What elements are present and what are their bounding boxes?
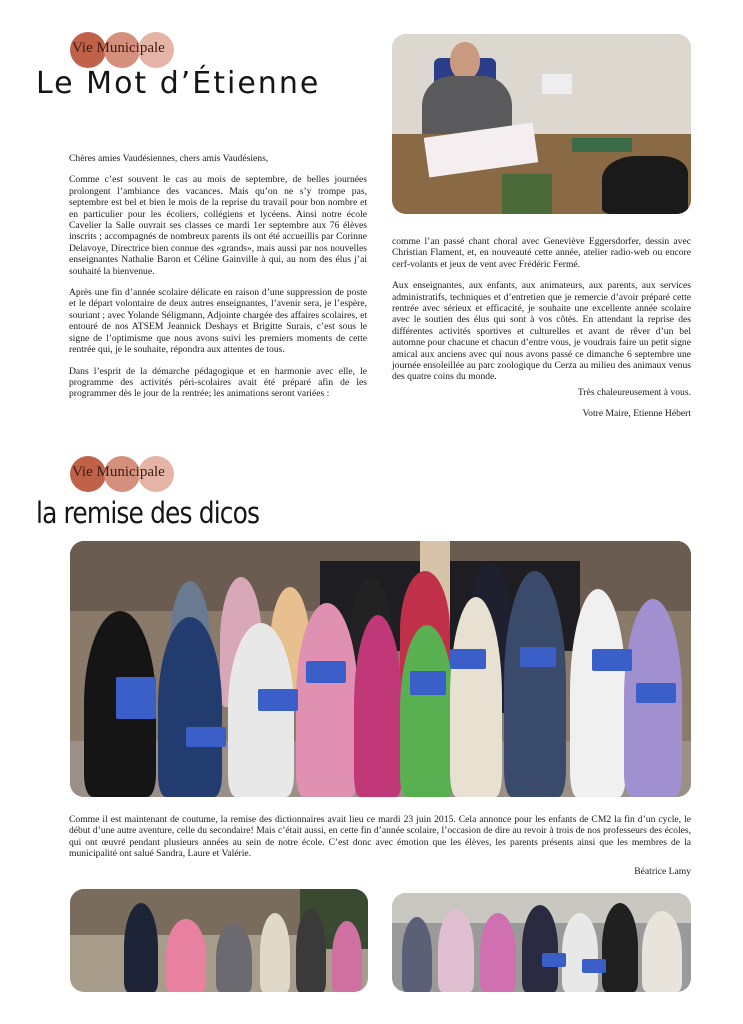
section-tag-label: Vie Municipale	[72, 464, 165, 480]
section-title: la remise des dicos	[36, 496, 260, 530]
group-photo	[70, 541, 691, 797]
ceremony-photo-left	[70, 889, 368, 992]
letter-paragraph: comme l’an passé chant choral avec Geneviève Eggersdorfer, dessin avec Christian Flament, et, en nouveauté cette année, atelier radio-web ou encore cerf-volants et jeux de vent avec Frédéric Fermé.	[392, 236, 691, 270]
letter-greeting: Chères amies Vaudésiennes, chers amis Vaudésiens,	[69, 153, 269, 164]
ceremony-photo-right	[392, 893, 691, 992]
mayor-photo	[392, 34, 691, 214]
letter-paragraph: Aux enseignantes, aux enfants, aux animateurs, aux parents, aux services administratifs, techniques et d’entretien que je remercie d’avoir préparé cette rentrée avec sérieux et efficacité, je souhaite une excellente année scolaire avec le soutien des élus qui sont à vos côtés. En attendant la reprise des différentes activités sportives et culturelles et avant de rêver d’un bel automne pour chacune et chacun d’entre vous, je voudrais faire un petit signe amical aux anciens avec qui nous avons passé ce dimanche 6 septembre une journée ensoleillée au parc zoologique du Cerza au milieu des animaux venus des quatre coins du monde.	[392, 280, 691, 383]
letter-closing: Très chaleureusement à vous.	[577, 386, 691, 398]
article-author: Béatrice Lamy	[634, 865, 691, 877]
letter-left-column	[69, 153, 367, 410]
dicos-paragraph: Comme il est maintenant de coutume, la remise des dictionnaires avait lieu ce mardi 23 juin 2015. Cela annonce pour les enfants de CM2 la fin d’un cycle, le début d’une autre aventure, celle du secondaire! Mais c’était aussi, en cette fin d’année scolaire, l’occasion de dire au revoir à trois de nos professeurs des écoles, qui ont œuvré pendant plusieurs années au sein de notre école. C’est donc avec émotion que les élèves, les parents présents ainsi que les membres de la municipalité ont salué Sandra, Laure et Valérie.	[69, 814, 691, 860]
section-tag	[70, 456, 175, 492]
section-tag	[70, 32, 175, 68]
letter-paragraph: Comme c’est souvent le cas au mois de septembre, de belles journées prolongent l’ambiance des vacances. Mais qu’on ne s’y trompe pas, septembre est bel et bien le mois de la reprise du travail pour bon nombre et en particulier pour les écoliers, collégiens et lycéens. Ainsi notre école Cavelier la Salle ouvrait ses classes ce mardi 1er septembre aux 76 élèves inscrits ; accompagnés de nombreux parents ils ont été accueillis par Corinne Delavoye, Directrice bien connue des «grands», mais aussi par nos nouvelles enseignantes Nathalie Baron et Céline Gainville à qui, au nom des élus j’ai souhaité la bienvenue.	[69, 174, 367, 277]
letter-paragraph: Après une fin d’année scolaire délicate en raison d’une suppression de poste et le départ volontaire de deux autres enseignantes, l’avenir sera, je l’espère, souriant ; avec Yolande Séligmann, Adjointe chargée des affaires scolaires, et entouré de nos ATSEM Jeannick Deshays et Brigitte Surais, c’est sous le signe de l’optimisme que nous avons suivi les premiers moments de cette rentrée qui, je le souhaite, répondra aux attentes de tous.	[69, 287, 367, 356]
letter-signature: Votre Maire, Etienne Hébert	[582, 408, 691, 420]
section-tag-label: Vie Municipale	[72, 40, 165, 56]
letter-right-column	[392, 236, 691, 430]
dicos-article	[69, 814, 691, 887]
letter-paragraph: Dans l’esprit de la démarche pédagogique et en harmonie avec elle, le programme des activités péri-scolaires avait été préparé afin de les programmer dès le jour de la rentrée; les animations seront variées :	[69, 365, 367, 400]
page-title: Le Mot d’Étienne	[36, 66, 321, 101]
